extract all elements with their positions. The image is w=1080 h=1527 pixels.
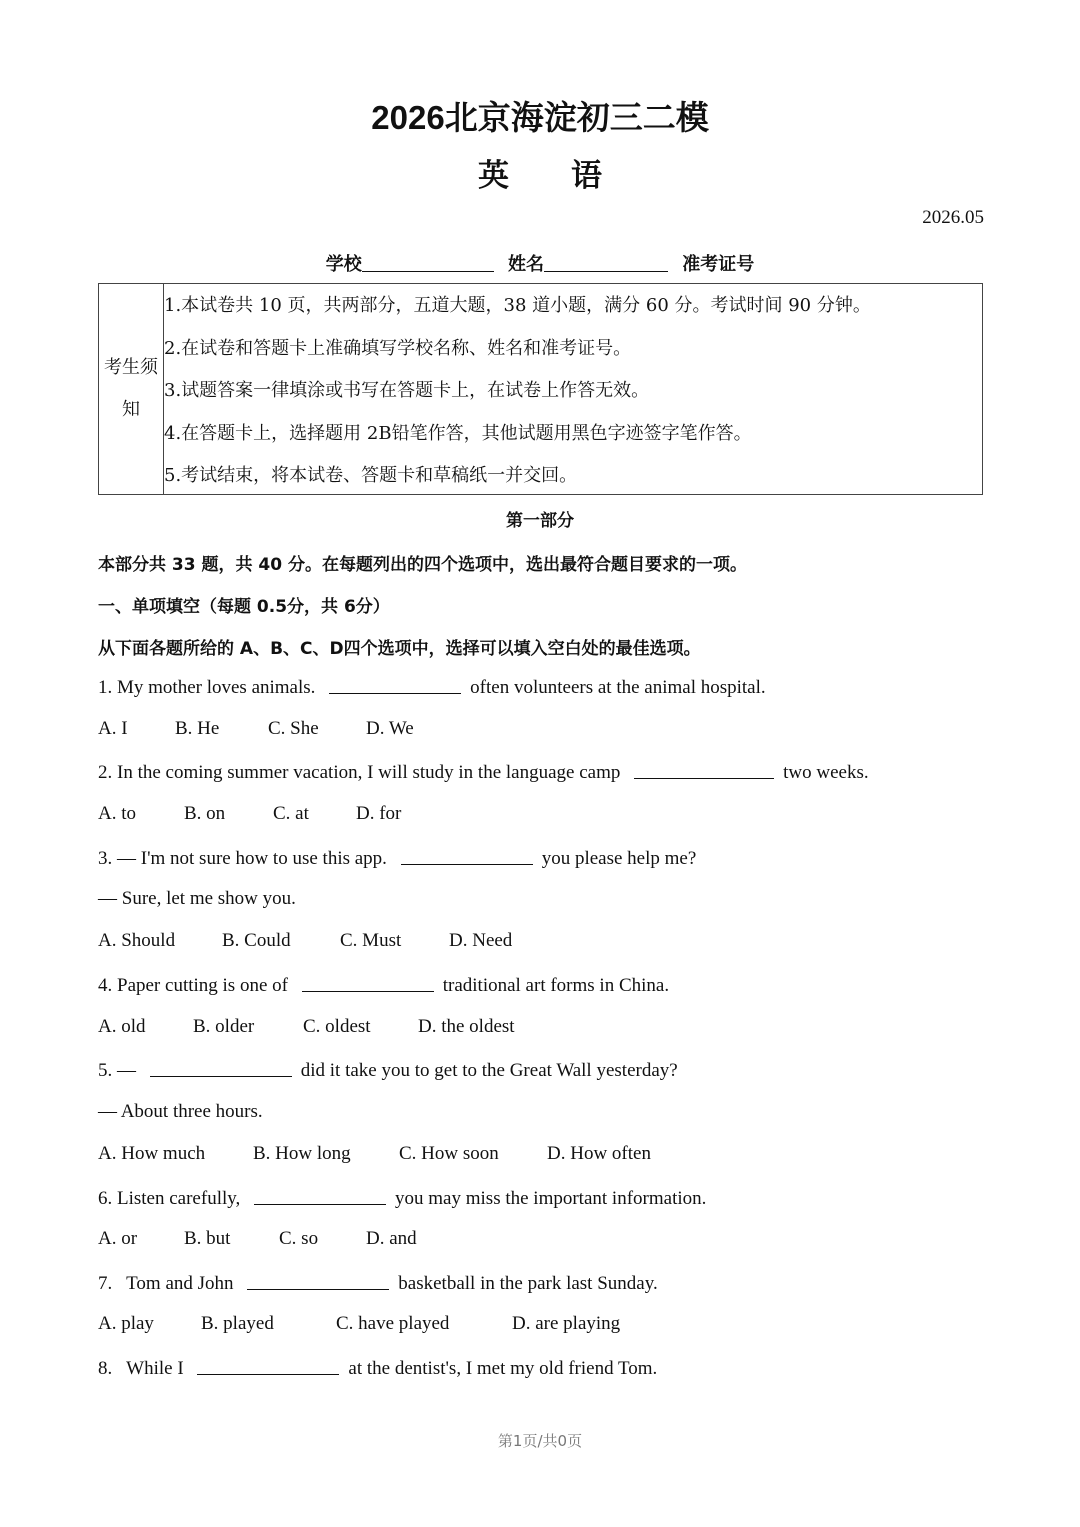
option: C. oldest xyxy=(303,1016,371,1037)
question-1 xyxy=(98,675,766,699)
question-text: 2. In the coming summer vacation, I will study in the language camp xyxy=(98,762,621,783)
reply-3: — Sure, let me show you. xyxy=(98,888,296,909)
part-intro: 本部分共 33 题，共 40 分。在每题列出的四个选项中，选出最符合题目要求的一项。 xyxy=(98,555,747,575)
option: D. for xyxy=(356,803,402,824)
section-title: 一、单项填空（每题 0.5分，共 6分） xyxy=(98,597,390,617)
answer-blank xyxy=(401,846,533,865)
option: C. so xyxy=(279,1228,319,1249)
options-1 xyxy=(98,718,414,740)
question-text: traditional art forms in China. xyxy=(442,975,670,996)
question-text: 4. Paper cutting is one of xyxy=(98,975,288,996)
option: D. Need xyxy=(449,930,513,951)
option: D. are playing xyxy=(512,1313,621,1334)
option: C. How soon xyxy=(399,1143,499,1164)
name-label: 姓名 xyxy=(508,254,544,275)
question-text: 1. My mother loves animals. xyxy=(98,677,316,698)
school-label: 学校 xyxy=(325,254,362,275)
option: A. play xyxy=(98,1313,154,1334)
question-text: 5. — xyxy=(98,1060,136,1081)
question-text: you please help me? xyxy=(541,848,697,869)
option: D. How often xyxy=(547,1143,651,1164)
question-text: did it take you to get to the Great Wall yesterday? xyxy=(300,1060,678,1081)
section-instruction: 从下面各题所给的 A、B、C、D四个选项中，选择可以填入空白处的最佳选项。 xyxy=(98,639,701,659)
exam-notice-box xyxy=(98,283,983,495)
answer-blank xyxy=(197,1356,339,1375)
options-7 xyxy=(98,1313,620,1335)
candidate-info-line xyxy=(0,250,1080,276)
option: A. I xyxy=(98,718,128,739)
question-3 xyxy=(98,846,696,870)
options-2 xyxy=(98,803,401,825)
answer-blank xyxy=(254,1186,386,1205)
id-label: 准考证号 xyxy=(682,254,755,275)
options-5 xyxy=(98,1143,651,1165)
question-8 xyxy=(98,1356,657,1380)
option: B. older xyxy=(193,1016,255,1037)
exam-title: 2026北京海淀初三二模 xyxy=(371,99,709,136)
notice-item: 3.试题答案一律填涂或书写在答题卡上，在试卷上作答无效。 xyxy=(164,380,650,401)
option: B. He xyxy=(175,718,220,739)
question-text: 6. Listen carefully, xyxy=(98,1188,241,1209)
option: D. and xyxy=(366,1228,417,1249)
answer-blank xyxy=(634,760,774,779)
question-text: often volunteers at the animal hospital. xyxy=(470,677,766,698)
subject-title: 英语 xyxy=(478,158,664,194)
exam-date: 2026.05 xyxy=(922,207,984,228)
question-4 xyxy=(98,973,669,997)
question-7 xyxy=(98,1271,658,1295)
option: A. or xyxy=(98,1228,138,1249)
options-6 xyxy=(98,1228,417,1250)
notice-item: 2.在试卷和答题卡上准确填写学校名称、姓名和准考证号。 xyxy=(164,337,632,359)
notice-label: 考生须知 xyxy=(99,284,164,494)
option: D. the oldest xyxy=(418,1016,515,1037)
answer-blank xyxy=(247,1271,389,1290)
question-text: 7. Tom and John xyxy=(98,1273,234,1294)
question-6 xyxy=(98,1186,706,1210)
option: B. How long xyxy=(253,1143,351,1164)
school-blank xyxy=(362,253,494,272)
answer-blank xyxy=(302,973,434,992)
question-5 xyxy=(98,1058,678,1082)
option: D. We xyxy=(366,718,414,739)
question-text: you may miss the important information. xyxy=(395,1188,707,1209)
question-text: 8. While I xyxy=(98,1358,184,1379)
question-text: basketball in the park last Sunday. xyxy=(398,1273,658,1294)
options-4 xyxy=(98,1016,515,1038)
option: B. played xyxy=(201,1313,274,1334)
notice-item: 1.本试卷共 10 页，共两部分，五道大题，38 道小题，满分 60 分。考试时间 90 分钟。 xyxy=(164,295,871,316)
notice-items xyxy=(164,284,871,494)
question-text: two weeks. xyxy=(783,762,869,783)
answer-blank xyxy=(150,1058,292,1077)
option: C. She xyxy=(268,718,319,739)
reply-5: — About three hours. xyxy=(98,1101,263,1122)
option: B. but xyxy=(184,1228,231,1249)
question-2 xyxy=(98,760,869,784)
name-blank xyxy=(544,253,668,272)
question-text: at the dentist's, I met my old friend Tom. xyxy=(348,1358,658,1379)
answer-blank xyxy=(329,675,461,694)
option: A. to xyxy=(98,803,136,824)
option: C. at xyxy=(273,803,309,824)
question-text: 3. — I'm not sure how to use this app. xyxy=(98,848,387,869)
option: B. on xyxy=(184,803,226,824)
option: C. Must xyxy=(340,930,402,951)
notice-item: 5.考试结束，将本试卷、答题卡和草稿纸一并交回。 xyxy=(164,465,578,486)
notice-item: 4.在答题卡上，选择题用 2B铅笔作答，其他试题用黑色字迹签字笔作答。 xyxy=(164,422,752,444)
option: A. Should xyxy=(98,930,176,951)
page-number: 第1页/共0页 xyxy=(497,1432,583,1450)
part-title: 第一部分 xyxy=(506,511,574,531)
option: A. How much xyxy=(98,1143,206,1164)
option: C. have played xyxy=(336,1313,450,1334)
option: A. old xyxy=(98,1016,146,1037)
options-3 xyxy=(98,930,512,952)
option: B. Could xyxy=(222,930,291,951)
